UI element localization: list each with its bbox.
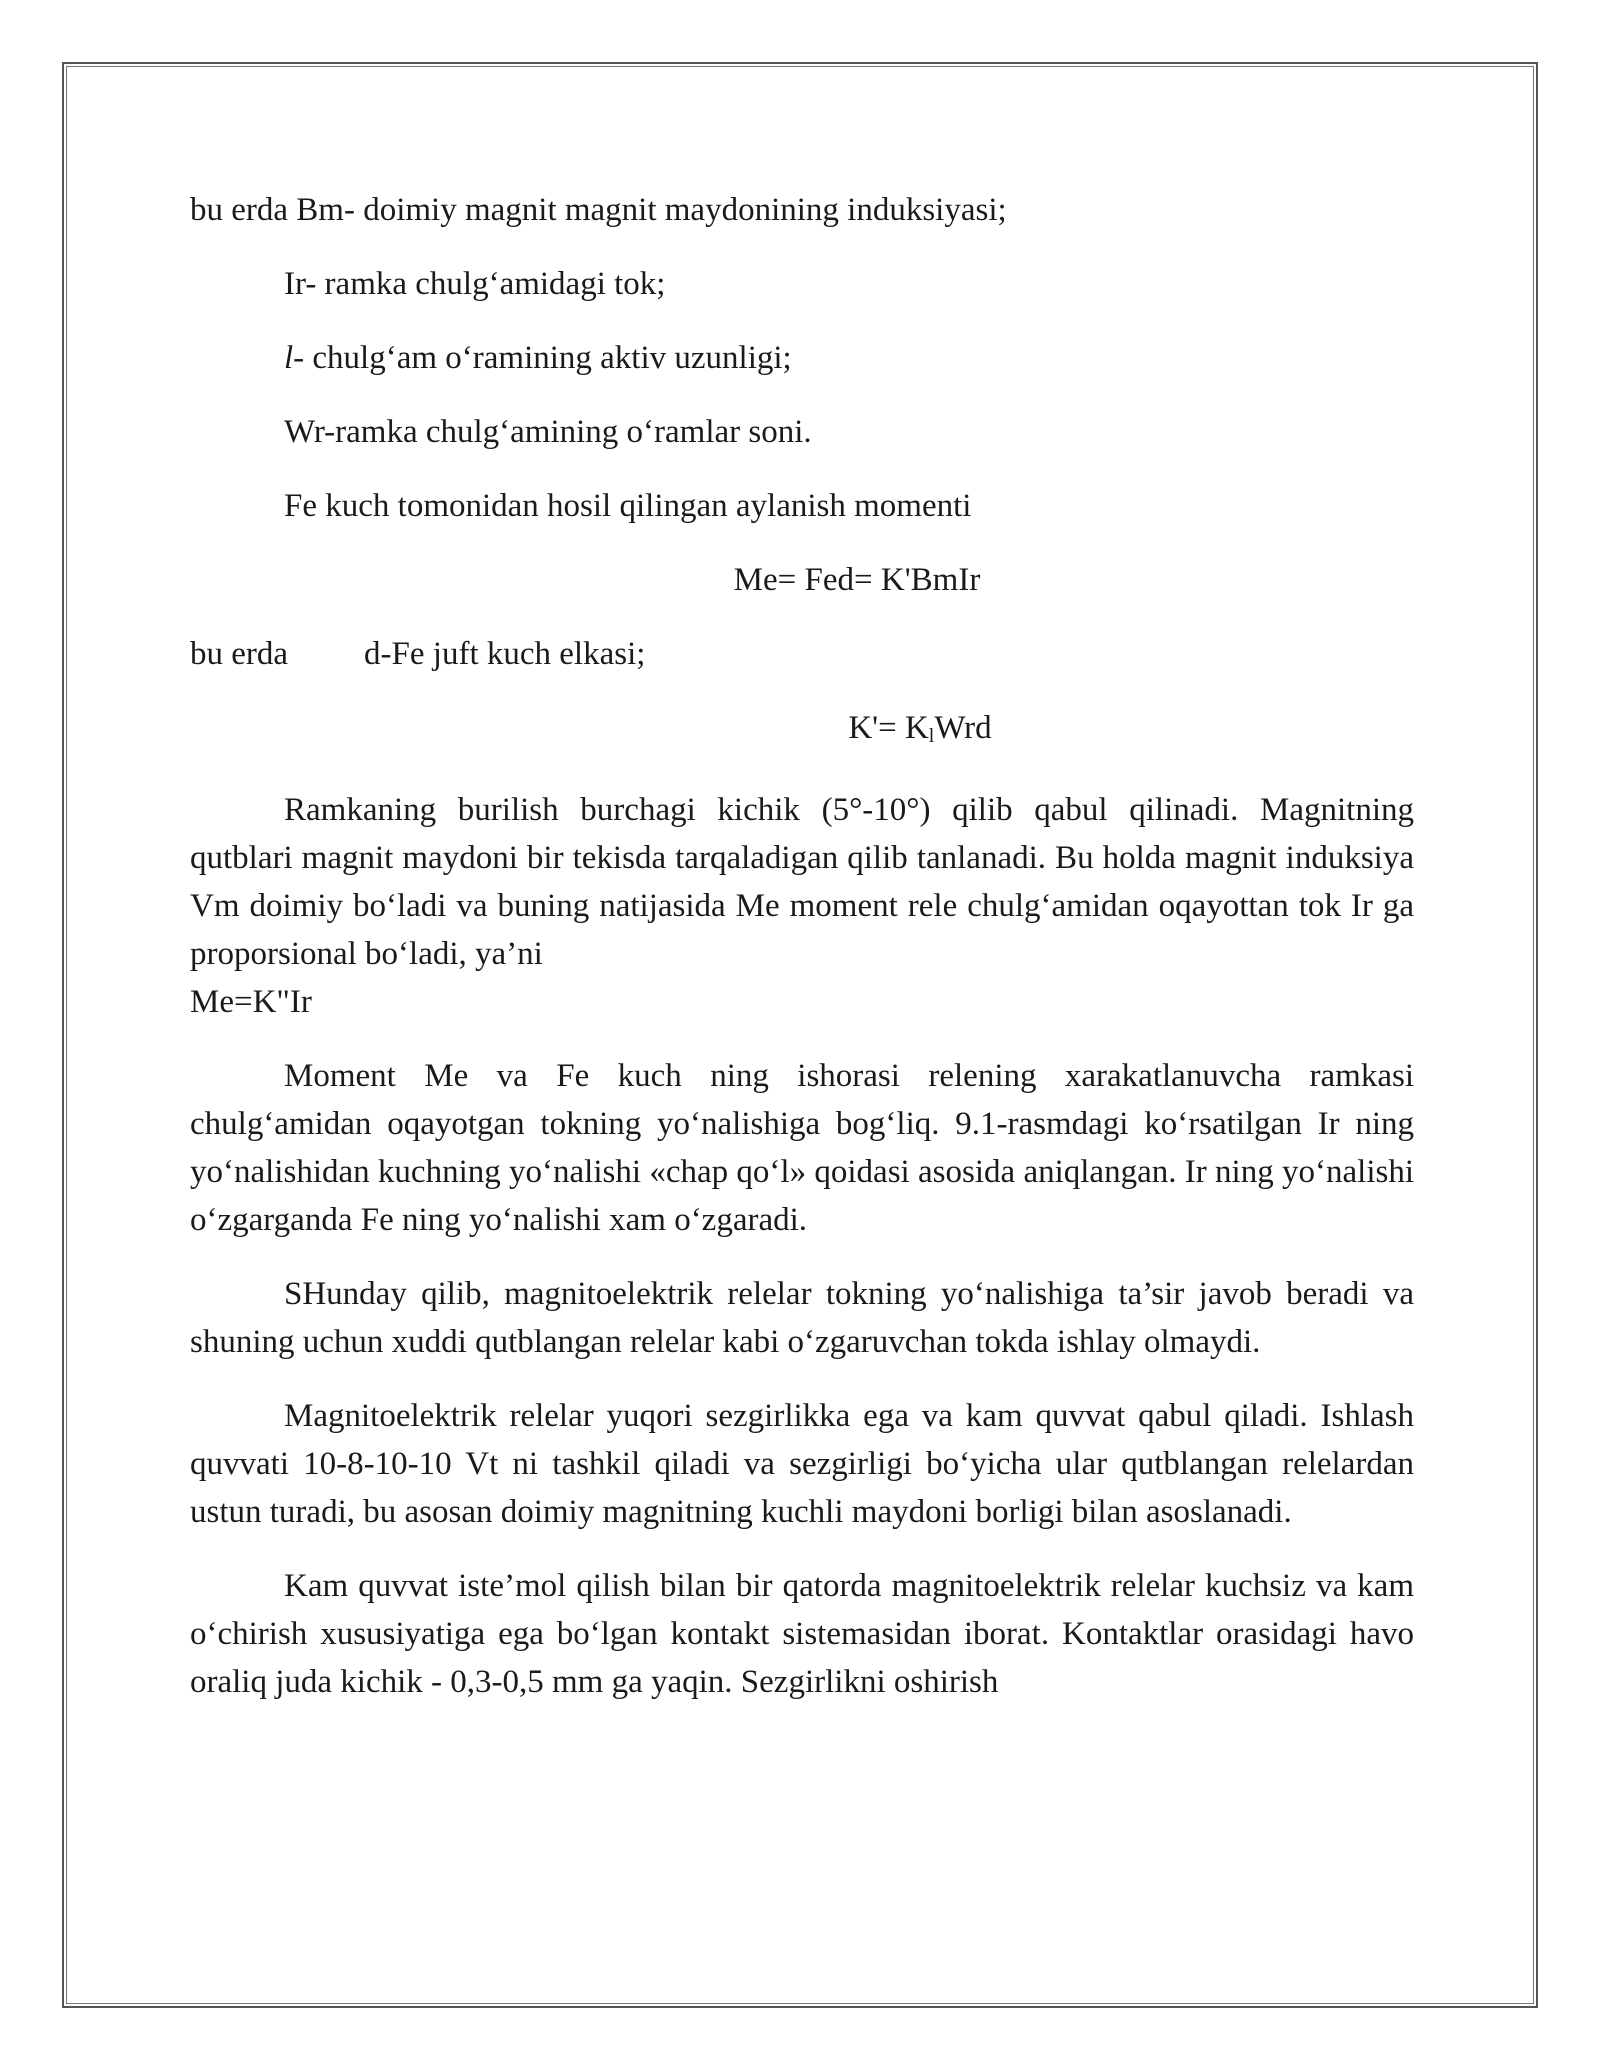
- definition-ir: Ir- ramka chulg‘amidagi tok;: [284, 266, 666, 302]
- paragraph-contacts: Kam quvvat iste’mol qilish bilan bir qatorda magnitoelektrik relelar kuchsiz va kam o‘chirish xususiyatiga ega bo‘lgan kontakt sistemasidan iborat. Kontaktlar orasidagi havo oraliq juda kichik - 0,3-0,5 mm ga yaqin. Sezgirlikni oshirish: [190, 1568, 1414, 1700]
- definition-l: [190, 334, 1414, 382]
- paragraph-direction: Moment Me va Fe kuch ning ishorasi relening xarakatlanuvcha ramkasi chulg‘amidan oqayotgan tokning yo‘nalishiga bog‘liq. 9.1-rasmdagi ko‘rsatilgan Ir ning yo‘nalishidan kuchning yo‘nalishi «chap qo‘l» qoidasi asosida aniqlangan. Ir ning yo‘nalishi o‘zgarganda Fe ning yo‘nalishi xam o‘zgaradi.: [190, 1058, 1414, 1238]
- paragraph-rotation-angle: Ramkaning burilish burchagi kichik (5°-10°) qilib qabul qilinadi. Magnitning qutblari magnit maydoni bir tekisda tarqaladigan qilib tanlanadi. Bu holda magnit induksiya Vm doimiy bo‘ladi va buning natijasida Me moment rele chulg‘amidan oqayottan tok Ir ga proporsional bo‘ladi, ya’ni: [190, 792, 1414, 972]
- formula-moment: Me= Fed= K'BmIr: [733, 562, 981, 598]
- symbol-l: l: [284, 340, 294, 376]
- moment-intro: Fe kuch tomonidan hosil qilingan aylanish momenti: [284, 488, 972, 524]
- document-body: [190, 186, 1414, 1732]
- paragraph-polarity: SHunday qilib, magnitoelektrik relelar tokning yo‘nalishiga ta’sir javob beradi va shuning uchun xuddi qutblangan relelar kabi o‘zgaruvchan tokda ishlay olmaydi.: [190, 1276, 1414, 1360]
- paragraph-sensitivity: Magnitoelektrik relelar yuqori sezgirlikka ega va kam quvvat qabul qiladi. Ishlash quvvati 10-8-10-10 Vt ni tashkil qiladi va sezgirligi bo‘yicha ular qutblangan relelardan ustun turadi, bu asosan doimiy magnitning kuchli maydoni borligi bilan asoslanadi.: [190, 1398, 1414, 1530]
- definition-bm: bu erda Bm- doimiy magnit magnit maydonining induksiyasi;: [190, 192, 1007, 228]
- definition-d: [190, 630, 1414, 678]
- formula-k-tail: Wrd: [934, 710, 992, 746]
- definition-d-lead: bu erda: [190, 636, 289, 672]
- definition-d-text: d-Fe juft kuch elkasi;: [364, 636, 646, 672]
- formula-proportional: Me=K"Ir: [190, 984, 312, 1020]
- formula-k-subscript: l: [928, 725, 935, 747]
- definition-l-text: - chulg‘am o‘ramining aktiv uzunligi;: [293, 340, 792, 376]
- formula-k: [190, 704, 1414, 760]
- formula-k-main: K'= K: [848, 710, 929, 746]
- definition-wr: Wr-ramka chulg‘amining o‘ramlar soni.: [284, 414, 812, 450]
